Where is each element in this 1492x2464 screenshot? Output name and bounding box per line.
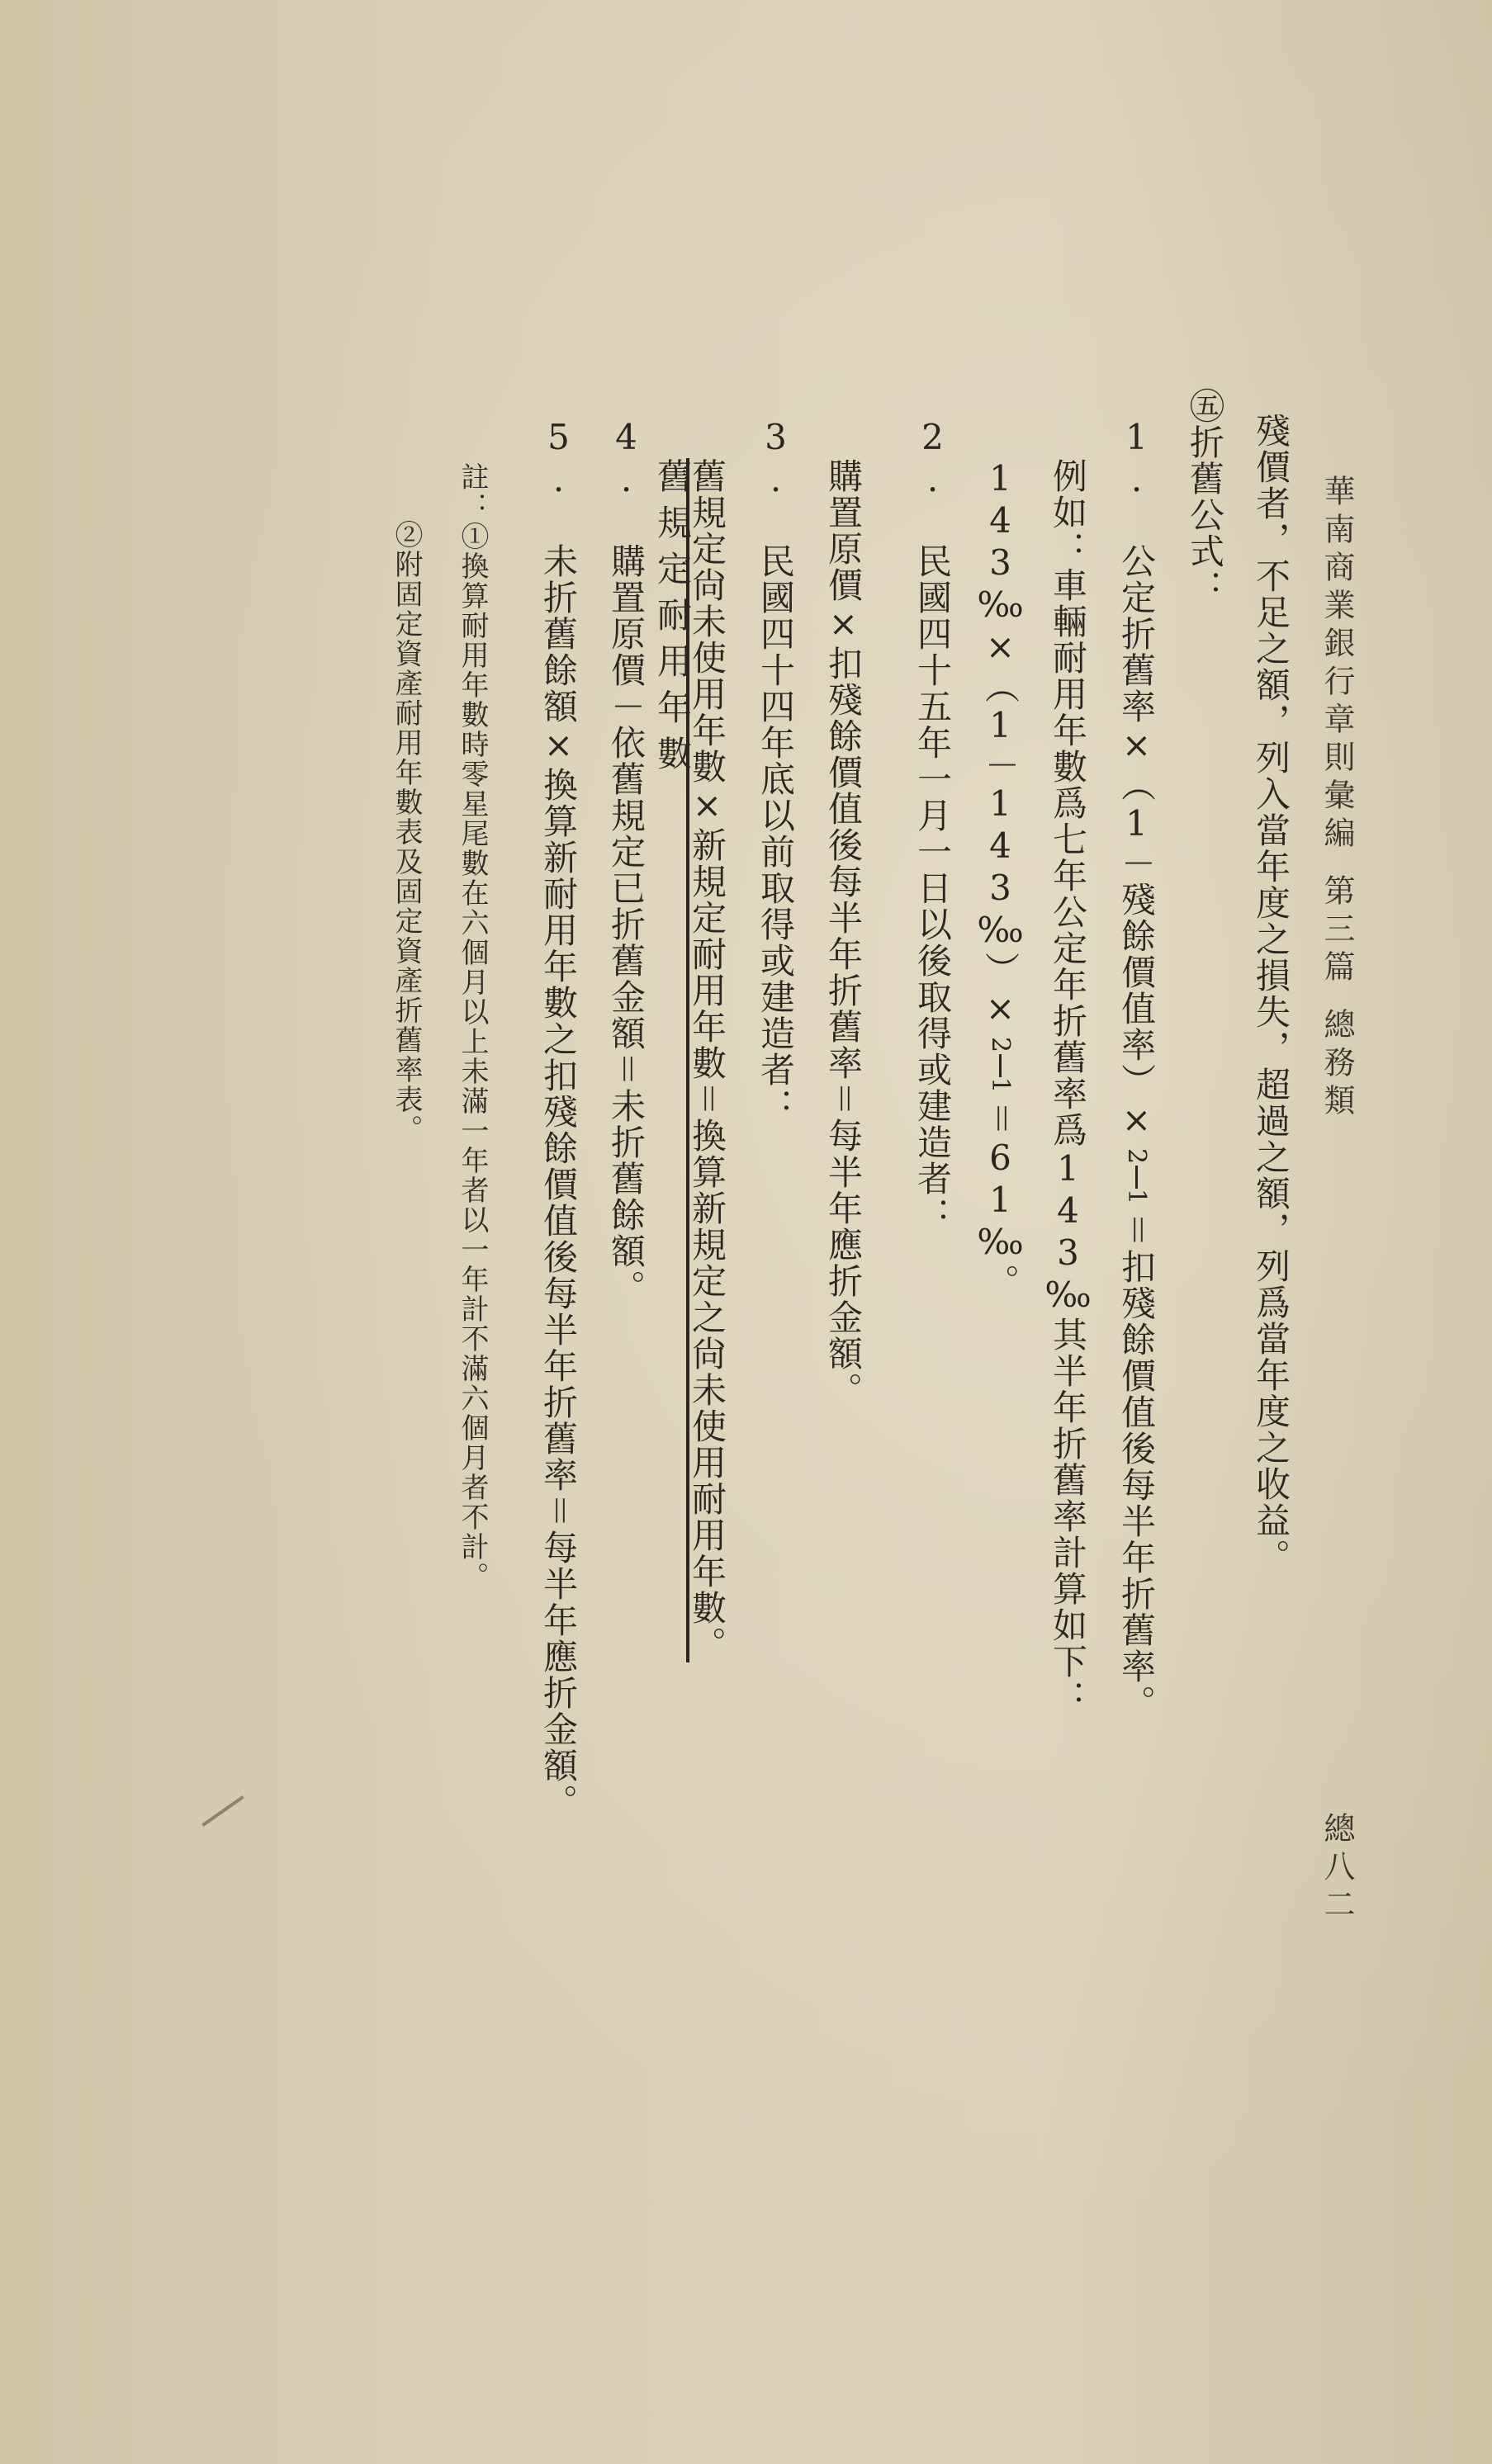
book-title: 華南商業銀行章則彙編: [1319, 475, 1355, 854]
item-3-heading: 3. 民國四十四年底以前取得或建造者：: [755, 417, 796, 1124]
section-label: 總務類: [1319, 1008, 1355, 1122]
formula-heading: ㊄折舊公式：: [1185, 388, 1225, 606]
item-2-formula: 購置原價×扣殘餘價值後每半年折舊率＝每半年應折金額。: [823, 458, 864, 1408]
fraction-bar-2: [999, 1054, 1002, 1077]
text-line-1: 殘價者，不足之額，列入當年度之損失，超過之額，列爲當年度之收益。: [1251, 413, 1291, 1575]
fraction-bar: [1135, 1166, 1138, 1189]
fraction-numerator-2: 1: [986, 1077, 1015, 1095]
fraction-half: [1124, 1148, 1149, 1206]
note-2: ②附固定資產耐用年數表及固定資產折舊率表。: [390, 520, 423, 1144]
example-line: 例如：車輛耐用年數爲七年公定年折舊率爲143‰其半年折舊率計算如下：: [1048, 458, 1088, 1716]
item-3-denominator: 舊規定耐用年數: [652, 458, 693, 782]
fraction-numerator: 1: [1122, 1189, 1151, 1207]
fraction-denominator: 2: [1122, 1148, 1151, 1166]
paper-mark: [201, 1795, 244, 1827]
page-number: 總八二: [1319, 1812, 1355, 1926]
part-label: 第三篇: [1319, 874, 1355, 988]
formula-1-text-b: ＝扣殘餘價值後每半年折舊率。: [1116, 1213, 1157, 1722]
note-1: 註：①換算耐用年數時零星尾數在六個月以上未滿一年者以一年計不滿六個月者不計。: [456, 462, 489, 1591]
example-calc-text-b: ＝61‰。: [980, 1101, 1021, 1301]
fraction-denominator-2: 2: [986, 1037, 1015, 1055]
item-3-formula: [687, 458, 727, 1662]
formula-line-1: [1116, 417, 1157, 1722]
item-5-formula: 5. 未折舊餘額×換算新耐用年數之扣殘餘價值後每半年折舊率＝每半年應折金額。: [538, 417, 579, 1820]
example-calculation: [980, 458, 1021, 1301]
item-2-heading: 2. 民國四十五年一月一日以後取得或建造者：: [912, 417, 953, 1233]
item-4-formula: 4. 購置原價－依舊規定已折舊金額＝未折舊餘額。: [606, 417, 647, 1306]
fraction-half-2: [986, 1037, 1015, 1095]
formula-1-text-a: 1. 公定折舊率×（1－殘餘價值率）×: [1116, 417, 1157, 1142]
example-calc-text-a: 143‰×（1－143‰）×: [980, 458, 1021, 1030]
running-header: [1319, 475, 1355, 1122]
item-3-formula-text: 舊規定尙未使用年數×新規定耐用年數＝換算新規定之尙未使用耐用年數。: [687, 458, 727, 1662]
